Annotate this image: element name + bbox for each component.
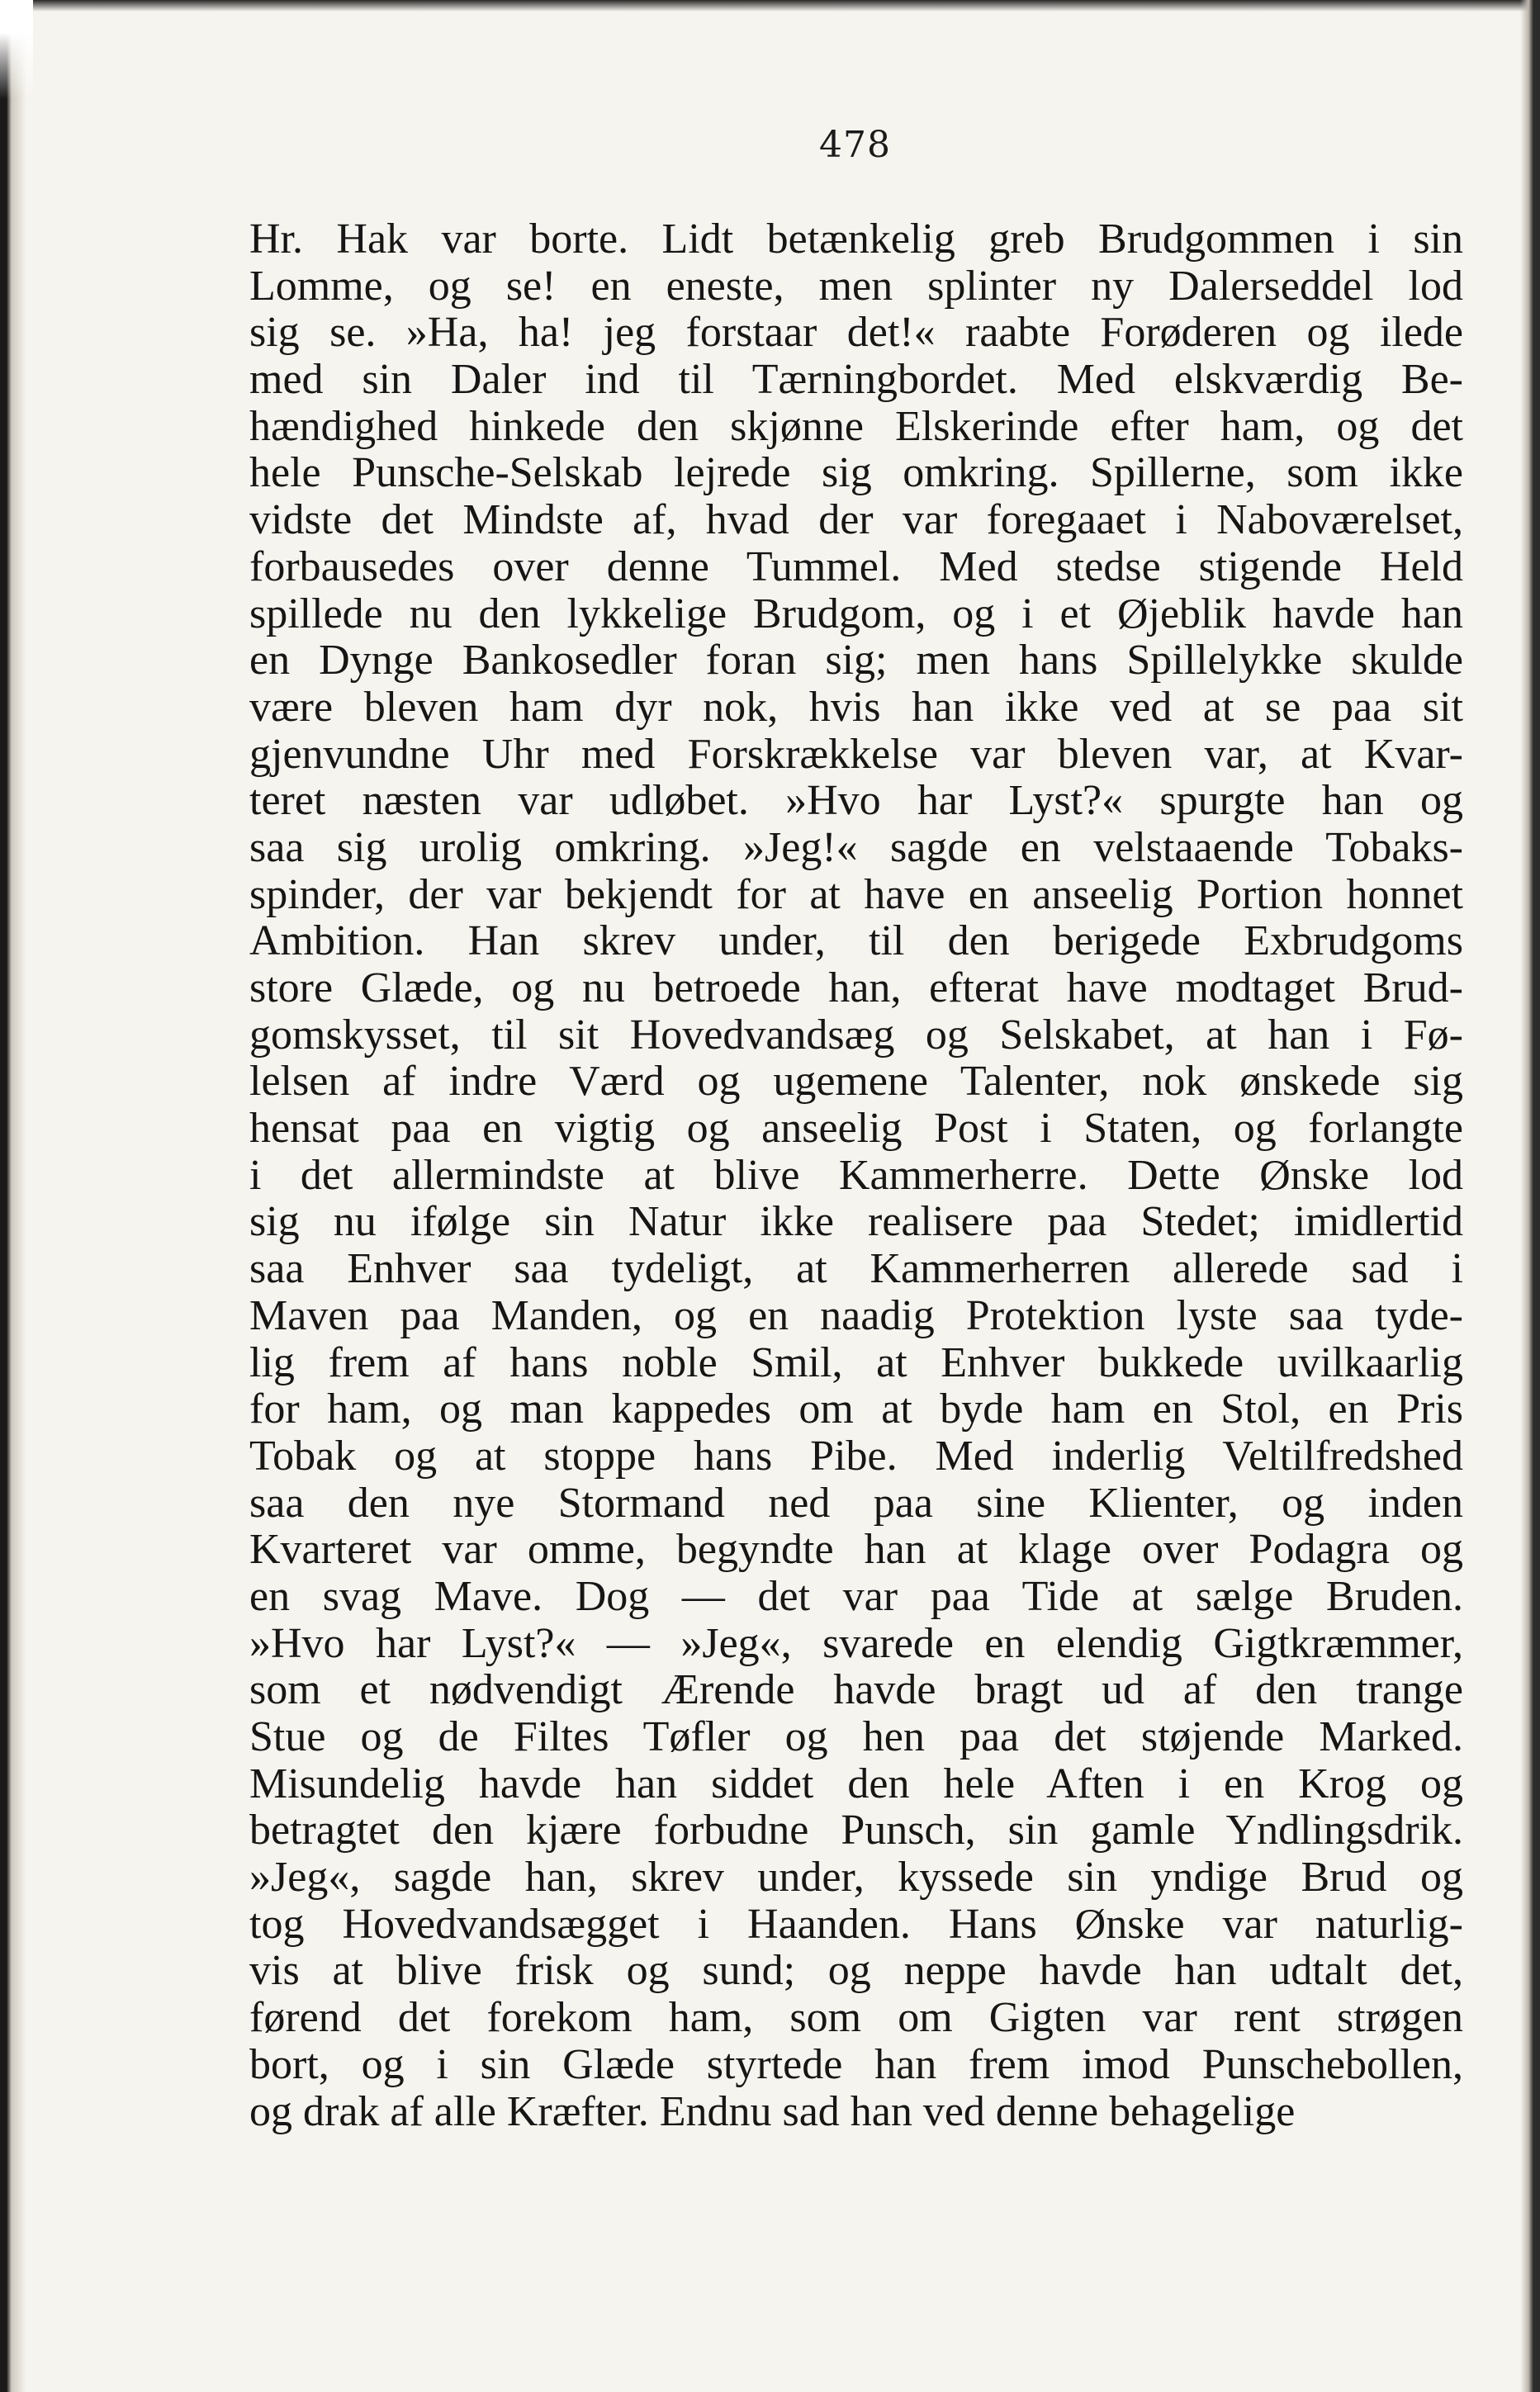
text-line: Misundelig havde han siddet den hele Aften i en Krog og	[249, 1760, 1463, 1807]
scan-corner	[0, 0, 33, 99]
text-line: betragtet den kjære forbudne Punsch, sin gamle Yndlingsdrik.	[249, 1807, 1463, 1854]
text-line: spillede nu den lykkelige Brudgom, og i et Øjeblik havde han	[249, 590, 1463, 637]
scan-edge-top	[25, 0, 1540, 12]
text-line: og drak af alle Kræfter. Endnu sad han ved denne behagelige	[249, 2087, 1296, 2135]
text-line: sig se. »Ha, ha! jeg forstaar det!« raabte Forøderen og ilede	[249, 309, 1463, 357]
text-line: Tobak og at stoppe hans Pibe. Med inderlig Veltilfredshed	[249, 1432, 1463, 1480]
text-line: teret næsten var udløbet. »Hvo har Lyst?« spurgte han og	[249, 777, 1463, 825]
scan-edge-left	[0, 0, 26, 2392]
text-line: bort, og i sin Glæde styrtede han frem imod Punschebollen,	[249, 2040, 1463, 2088]
text-line: førend det forekom ham, som om Gigten var rent strøgen	[249, 1994, 1463, 2042]
text-line: hele Punsche-Selskab lejrede sig omkring. Spillerne, som ikke	[249, 449, 1463, 497]
text-line: Kvarteret var omme, begyndte han at klage over Podagra og	[249, 1526, 1463, 1574]
text-line: saa Enhver saa tydeligt, at Kammerherren allerede sad i	[249, 1245, 1463, 1293]
text-line: spinder, der var bekjendt for at have en anseelig Portion honnet	[249, 870, 1463, 918]
text-line: med sin Daler ind til Tærningbordet. Med elskværdig Be-	[249, 356, 1463, 404]
text-line: som et nødvendigt Ærende havde bragt ud af den trange	[249, 1666, 1463, 1714]
text-line: tog Hovedvandsægget i Haanden. Hans Ønske var naturlig-	[249, 1900, 1463, 1948]
text-line: i det allermindste at blive Kammerherre. Dette Ønske lod	[249, 1151, 1463, 1199]
text-line: Stue og de Filtes Tøfler og hen paa det støjende Marked.	[249, 1713, 1463, 1760]
text-line: lelsen af indre Værd og ugemene Talenter, nok ønskede sig	[249, 1058, 1463, 1106]
page-number: 478	[819, 124, 891, 166]
text-line: forbausedes over denne Tummel. Med stedse stigende Held	[249, 542, 1463, 590]
text-line: en Dynge Bankosedler foran sig; men hans Spillelykke skulde	[249, 637, 1463, 684]
text-line: vis at blive frisk og sund; og neppe havde han udtalt det,	[249, 1947, 1463, 1995]
text-line: Hr. Hak var borte. Lidt betænkelig greb Brudgommen i sin	[249, 216, 1463, 263]
text-line: store Glæde, og nu betroede han, efterat have modtaget Brud-	[249, 964, 1463, 1011]
text-line: »Jeg«, sagde han, skrev under, kyssede sin yndige Brud og	[249, 1854, 1463, 1902]
text-line: vidste det Mindste af, hvad der var foregaaet i Naboværelset,	[249, 496, 1463, 544]
text-line: saa den nye Stormand ned paa sine Klienter, og inden	[249, 1479, 1463, 1527]
text-line: for ham, og man kappedes om at byde ham en Stol, en Pris	[249, 1385, 1463, 1433]
text-line: Lomme, og se! en eneste, men splinter ny Dalerseddel lod	[249, 262, 1463, 310]
text-line: hændighed hinkede den skjønne Elskerinde efter ham, og det	[249, 402, 1463, 450]
text-line: være bleven ham dyr nok, hvis han ikke ved at se paa sit	[249, 683, 1463, 731]
text-line: lig frem af hans noble Smil, at Enhver bukkede uvilkaarlig	[249, 1338, 1463, 1386]
text-line: saa sig urolig omkring. »Jeg!« sagde en velstaaende Tobaks-	[249, 823, 1463, 871]
text-line: gjenvundne Uhr med Forskrækkelse var bleven var, at Kvar-	[249, 730, 1463, 778]
text-line: Maven paa Manden, og en naadig Protektion lyste saa tyde-	[249, 1291, 1463, 1339]
text-line: sig nu ifølge sin Natur ikke realisere paa Stedet; imidlertid	[249, 1198, 1463, 1246]
text-line: Ambition. Han skrev under, til den berigede Exbrudgoms	[249, 917, 1463, 965]
scan-edge-right	[1520, 0, 1540, 2392]
text-line: gomskysset, til sit Hovedvandsæg og Selskabet, at han i Fø-	[249, 1011, 1463, 1059]
text-line: hensat paa en vigtig og anseelig Post i Staten, og forlangte	[249, 1105, 1463, 1153]
text-line: en svag Mave. Dog — det var paa Tide at sælge Bruden.	[249, 1572, 1463, 1620]
text-line: »Hvo har Lyst?« — »Jeg«, svarede en elendig Gigtkræmmer,	[249, 1619, 1463, 1667]
body-text	[249, 216, 1463, 2135]
